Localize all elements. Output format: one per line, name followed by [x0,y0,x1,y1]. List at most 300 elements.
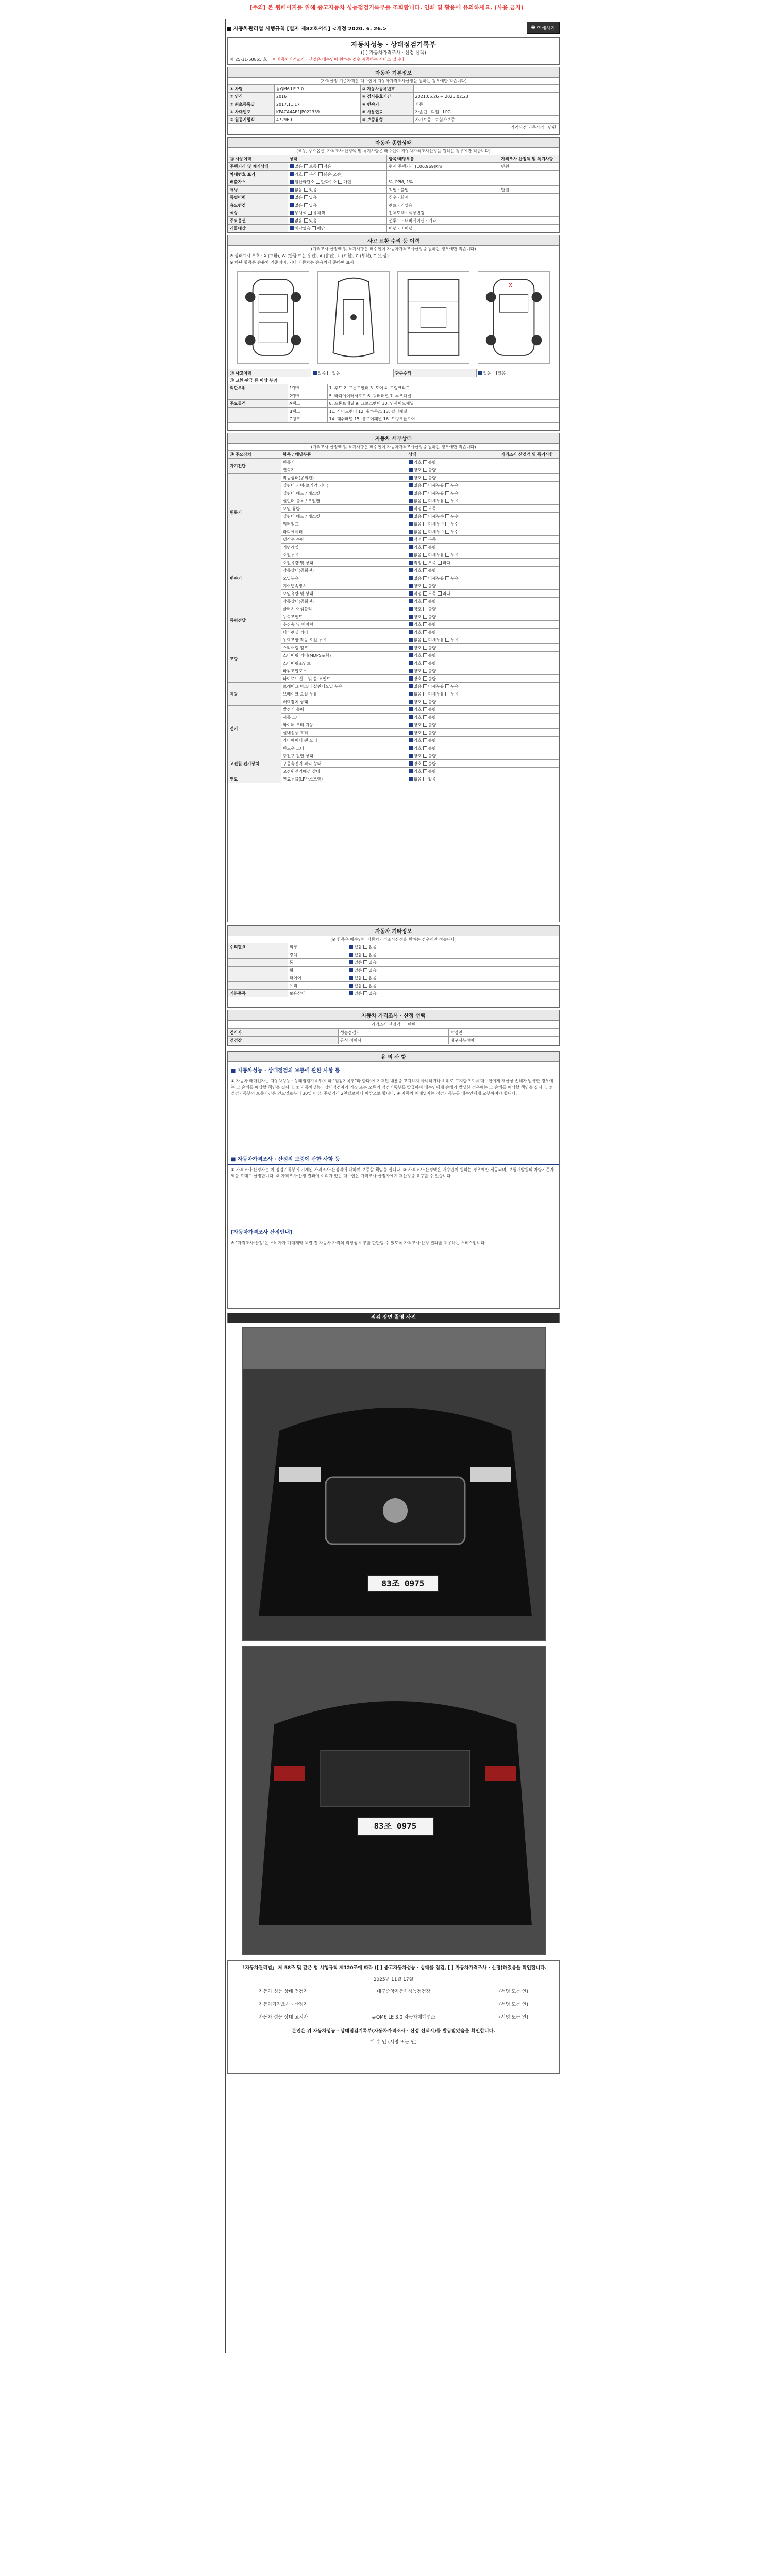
status-checkbox[interactable] [363,968,367,972]
detail-price [499,551,559,559]
status-checkbox[interactable] [445,499,449,503]
status-checkbox[interactable] [423,676,427,681]
general-status: 많음 보통 적음 [288,163,387,171]
price-base-unit: 만원 [548,125,556,130]
status-checkbox[interactable] [409,731,413,735]
detail-status: 적정 부족 과다 [407,590,499,598]
status-checkbox[interactable] [409,707,413,711]
detail-item: 구동축전지 격리 상태 [281,760,407,768]
status-checkbox[interactable] [409,738,413,742]
status-checkbox[interactable] [349,945,353,949]
status-checkbox[interactable] [409,661,413,665]
general-row [228,201,559,209]
doc-header-title: ■ 자동차관리법 시행규칙 [별지 제82호서식] <개정 2020. 6. 26.> [227,26,388,32]
status-checkbox[interactable] [423,646,427,650]
parts-header: ⑬ 교환·판금 등 이상 부위 [230,378,277,383]
general-status: 없음 있음 [288,186,387,194]
sign-date: 2025년 11월 17일 [373,1977,414,1982]
status-checkbox[interactable] [409,522,413,526]
status-checkbox[interactable] [409,599,413,603]
status-checkbox[interactable] [318,164,323,168]
pricing-section [227,1010,560,1046]
status-checkbox[interactable] [423,553,427,557]
basic-label: ⑦ 차대번호 [228,108,275,116]
detail-price [499,497,559,505]
status-checkbox[interactable] [423,707,427,711]
status-checkbox[interactable] [445,491,449,495]
basic-extra [519,93,559,100]
license-plate-front: 83조 0975 [367,1575,439,1592]
status-checkbox[interactable] [409,676,413,681]
status-checkbox[interactable] [423,769,427,773]
status-checkbox[interactable] [409,723,413,727]
status-checkbox[interactable] [290,218,294,223]
status-checkbox[interactable] [409,584,413,588]
general-part: %, PPM, 1% [387,178,499,186]
detail-status-title: 자동차 세부상태 [228,433,559,444]
sign-cell: 자동차가격조사 · 산정자 [259,2002,308,2007]
status-checkbox[interactable] [423,669,427,673]
status-checkbox[interactable] [423,537,427,541]
options-row [228,951,559,959]
status-checkbox[interactable] [409,483,413,487]
detail-group: 변속기 [228,551,281,605]
inspector-cell: 대구서부정비 [449,1037,559,1044]
status-checkbox[interactable] [423,777,427,781]
status-checkbox[interactable] [438,591,442,596]
status-checkbox[interactable] [290,195,294,199]
detail-price [499,598,559,605]
detail-status: 양호 불량 [407,737,499,744]
photo-rear-svg [243,1647,546,1955]
general-status-section [227,137,560,233]
detail-status: 없음 미세누수 누수 [407,513,499,520]
general-price: 만원 [499,186,559,194]
status-checkbox[interactable] [409,700,413,704]
general-status: 없음 있음 [288,194,387,201]
general-status: 해당없음 해당 [288,225,387,232]
status-checkbox[interactable] [423,738,427,742]
detail-item: 원동기 [281,459,407,466]
basic-row [228,116,559,124]
detail-item: 냉각수 수량 [281,536,407,544]
status-checkbox[interactable] [290,211,294,215]
status-checkbox[interactable] [445,483,449,487]
sign-cell: 자동차 성능 상태 점검자 [259,1989,308,1994]
price-base-label: 가격산정 기준가격 [511,125,544,130]
parts-rank: 1랭크 [288,384,327,392]
basic-value: 2016 [274,93,360,100]
detail-status: 양호 불량 [407,459,499,466]
detail-header: 가격조사 산정액 및 특기사항 [499,451,559,459]
status-checkbox[interactable] [290,188,294,192]
general-price [499,217,559,225]
general-status: 일산화탄소 탄화수소 매연 [288,178,387,186]
status-checkbox[interactable] [290,203,294,207]
basic-label: ⑨ 원동기형식 [228,116,275,124]
status-checkbox[interactable] [409,514,413,518]
status-checkbox[interactable] [409,746,413,750]
sign-row [228,1985,559,1997]
status-checkbox[interactable] [423,483,427,487]
general-status-table [228,155,559,232]
status-checkbox[interactable] [290,180,294,184]
detail-price [499,528,559,536]
detail-item: 변속기 [281,466,407,474]
status-checkbox[interactable] [409,537,413,541]
status-checkbox[interactable] [409,553,413,557]
detail-item: 브레이크 마스터 실린더오일 누유 [281,683,407,690]
detail-status: 양호 불량 [407,714,499,721]
detail-item: 라디에이터 팬 모터 [281,737,407,744]
detail-group: 제동 [228,683,281,706]
detail-status: 양호 불량 [407,544,499,551]
status-checkbox[interactable] [423,522,427,526]
detail-group: 조향 [228,636,281,683]
status-checkbox[interactable] [423,576,427,580]
status-checkbox[interactable] [290,172,294,176]
status-checkbox[interactable] [423,514,427,518]
status-checkbox[interactable] [423,476,427,480]
print-button[interactable]: 🖶 인쇄하기 [527,22,560,34]
status-checkbox[interactable] [349,960,353,964]
detail-status: 양호 불량 [407,729,499,737]
inspector-cell: 공식 정비사 [339,1037,449,1044]
options-title: 자동차 기타정보 [228,926,559,936]
detail-item: 추진축 및 베어링 [281,621,407,629]
detail-status: 없음 미세누유 누유 [407,636,499,644]
general-price [499,171,559,178]
general-item: 차대번호 표기 [228,171,288,178]
notice1-title: ■ 자동차성능 · 상태점검의 보증에 관한 사항 등 [228,1064,559,1076]
parts-row [228,408,559,415]
detail-item: 작동상태(공회전) [281,598,407,605]
options-row [228,974,559,982]
basic-value: 가솔린 · 디젤 · LPG [413,108,519,116]
status-checkbox[interactable] [409,545,413,549]
status-checkbox[interactable] [327,371,331,375]
status-checkbox[interactable] [409,684,413,688]
notice3-text: ※ "가격조사·산정"은 소비자가 매매계약 체결 전 자동차 가격의 적정성 여부를 판단할 수 있도록 가격조사·산정 결과를 제공하는 서비스입니다. [231,1241,486,1245]
status-checkbox[interactable] [349,991,353,995]
status-checkbox[interactable] [423,591,427,596]
status-checkbox[interactable] [409,769,413,773]
svg-text:X: X [509,282,513,289]
status-checkbox[interactable] [349,984,353,988]
options-group: 수리필요 [228,943,288,951]
status-checkbox[interactable] [445,576,449,580]
general-header: 상태 [288,155,387,163]
status-checkbox[interactable] [363,945,367,949]
status-checkbox[interactable] [304,218,308,223]
parts-rank: 2랭크 [288,392,327,400]
basic-info-title: 자동차 기본정보 [228,67,559,78]
status-checkbox[interactable] [409,615,413,619]
general-status: 없음 있음 [288,217,387,225]
general-part: 침수 · 화재 [387,194,499,201]
status-checkbox[interactable] [423,491,427,495]
status-checkbox[interactable] [290,226,294,230]
status-checkbox[interactable] [409,568,413,572]
detail-item: 디퍼렌셜 기어 [281,629,407,636]
detail-status: 양호 불량 [407,644,499,652]
sign-cell: (서명 또는 인) [499,2015,528,2020]
status-checkbox[interactable] [316,180,320,184]
basic-label: ④ 검사유효기간 [360,93,413,100]
detail-status: 양호 불량 [407,598,499,605]
status-checkbox[interactable] [338,180,342,184]
detail-status: 양호 불량 [407,613,499,621]
status-checkbox[interactable] [363,991,367,995]
parts-rank: B랭크 [288,408,327,415]
detail-header: ⑭ 주요장치 [228,451,281,459]
status-checkbox[interactable] [423,653,427,657]
status-checkbox[interactable] [423,622,427,626]
status-checkbox[interactable] [445,530,449,534]
status-checkbox[interactable] [478,371,482,375]
status-checkbox[interactable] [409,669,413,673]
status-checkbox[interactable] [409,653,413,657]
detail-row [228,605,559,613]
status-checkbox[interactable] [409,754,413,758]
status-checkbox[interactable] [409,530,413,534]
general-row [228,178,559,186]
basic-label: ② 자동차등록번호 [360,85,413,93]
status-checkbox[interactable] [423,506,427,511]
detail-status: 양호 불량 [407,652,499,659]
status-checkbox[interactable] [409,761,413,766]
detail-price [499,752,559,760]
status-checkbox[interactable] [445,684,449,688]
status-checkbox[interactable] [409,506,413,511]
status-checkbox[interactable] [349,953,353,957]
status-checkbox[interactable] [423,630,427,634]
detail-status: 양호 불량 [407,466,499,474]
status-checkbox[interactable] [409,630,413,634]
accident-legend: ※ 상태표시 부호 : X (교환), W (판금 또는 용접), A (흠집), U (요철), C (부식), T (손상) [230,253,389,258]
status-checkbox[interactable] [423,615,427,619]
status-checkbox[interactable] [423,638,427,642]
status-checkbox[interactable] [313,371,317,375]
status-checkbox[interactable] [409,692,413,696]
general-part: 선루프 · 내비게이션 · 기타 [387,217,499,225]
status-checkbox[interactable] [423,584,427,588]
status-checkbox[interactable] [409,591,413,596]
detail-price [499,683,559,690]
detail-item: 커먼레일 [281,544,407,551]
status-checkbox[interactable] [290,164,294,168]
detail-row [228,683,559,690]
detail-status: 양호 불량 [407,621,499,629]
photo-front-svg [243,1328,546,1641]
basic-extra [519,108,559,116]
detail-price [499,513,559,520]
parts-group: 외판부위 [228,384,288,392]
status-checkbox[interactable] [438,561,442,565]
status-checkbox[interactable] [318,172,323,176]
pricing-title: 자동차 가격조사 · 산정 선택 [228,1010,559,1021]
status-checkbox[interactable] [445,553,449,557]
status-checkbox[interactable] [423,661,427,665]
general-item: 주행거리 및 계기상태 [228,163,288,171]
detail-status: 없음 미세누유 누유 [407,574,499,582]
status-checkbox[interactable] [423,754,427,758]
status-checkbox[interactable] [423,715,427,719]
status-checkbox[interactable] [423,468,427,472]
basic-row [228,93,559,100]
status-checkbox[interactable] [304,195,308,199]
detail-item: 작동상태(공회전) [281,474,407,482]
status-checkbox[interactable] [409,777,413,781]
status-checkbox[interactable] [423,599,427,603]
detail-group: 전기 [228,706,281,752]
status-checkbox[interactable] [423,607,427,611]
options-row [228,959,559,967]
status-checkbox[interactable] [409,460,413,464]
status-checkbox[interactable] [409,715,413,719]
status-checkbox[interactable] [363,960,367,964]
status-checkbox[interactable] [409,561,413,565]
general-row [228,217,559,225]
doc-main-title: 자동차성능 · 상태점검기록부 [351,41,436,49]
detail-item: 윈도우 모터 [281,744,407,752]
options-status: 있음 없음 [347,990,559,997]
sign-header: 「자동차관리법」 제 58조 및 같은 법 시행규칙 제120조에 따라 ([ ] 중고자동차성능 · 상태를 점검, [ ] 자동차가격조사 · 산정)하였음을 확인합니다. [240,1965,547,1971]
parts-list: 8. 프론트패널 9. 크로스멤버 10. 인사이드패널 [327,400,559,408]
status-checkbox[interactable] [409,576,413,580]
doc-title-box [227,37,560,65]
accident-legend2: ※ 하단 항목은 승용차 기준이며, 기타 자동차는 승용차에 준하여 표시 [230,260,354,265]
status-checkbox[interactable] [423,723,427,727]
status-checkbox[interactable] [445,522,449,526]
inspector-row [228,1037,559,1044]
status-checkbox[interactable] [423,731,427,735]
detail-item: 연료누출(LP가스포함) [281,775,407,783]
inspector-cell: 점검장 [228,1037,339,1044]
detail-row [228,706,559,714]
status-checkbox[interactable] [409,638,413,642]
status-checkbox[interactable] [349,976,353,980]
detail-status-sub: (가격조사·산정액 및 특기사항은 매수인이 자동차가격조사산정을 원하는 경우에만 적습니다) [311,445,476,449]
detail-group: 고전원 전기장치 [228,752,281,775]
detail-price [499,690,559,698]
detail-item: 워터펌프 [281,520,407,528]
accident-title: 사고 교환 수리 등 이력 [228,235,559,246]
status-checkbox[interactable] [349,968,353,972]
doc-number: 제 25-11-50855 호 [230,57,267,62]
detail-status: 양호 불량 [407,675,499,683]
status-checkbox[interactable] [409,468,413,472]
status-checkbox[interactable] [445,638,449,642]
status-checkbox[interactable] [312,226,316,230]
photos-title-box: 점검 장면 촬영 사진 [227,1313,560,1323]
options-group [228,974,288,982]
accident-section [227,235,560,431]
status-checkbox[interactable] [363,953,367,957]
detail-status: 양호 불량 [407,474,499,482]
status-checkbox[interactable] [423,561,427,565]
status-checkbox[interactable] [423,684,427,688]
status-checkbox[interactable] [423,545,427,549]
inspector-cell: 성능점검자 [339,1029,449,1037]
detail-group: 원동기 [228,474,281,551]
sign-row [228,2010,559,2023]
accident-history-table [228,369,559,377]
detail-row [228,775,559,783]
detail-item: 클러치 어셈블리 [281,605,407,613]
detail-price [499,544,559,551]
car-diagram-frame [397,271,469,364]
notice-section [227,1051,560,1309]
status-checkbox[interactable] [304,172,308,176]
detail-status-table [228,450,559,783]
detail-price [499,737,559,744]
detail-row [228,459,559,466]
status-checkbox[interactable] [409,499,413,503]
status-checkbox[interactable] [304,188,308,192]
options-item: 외장 [288,943,347,951]
status-checkbox[interactable] [409,491,413,495]
general-item: 배출가스 [228,178,288,186]
notice2-title: ■ 자동차가격조사 · 산정의 보증에 관한 사항 등 [228,1153,559,1165]
detail-price [499,636,559,644]
general-price [499,194,559,201]
status-checkbox[interactable] [423,530,427,534]
status-checkbox[interactable] [363,976,367,980]
status-checkbox[interactable] [308,211,312,215]
status-checkbox[interactable] [304,203,308,207]
status-checkbox[interactable] [423,761,427,766]
options-row [228,990,559,997]
sign-cell: 대구중앙자동차성능점검장 [376,1989,431,1994]
detail-item: 스티어링조인트 [281,659,407,667]
general-item: 특별이력 [228,194,288,201]
parts-group [228,392,288,400]
status-checkbox[interactable] [409,622,413,626]
status-checkbox[interactable] [423,746,427,750]
status-checkbox[interactable] [409,607,413,611]
general-row [228,194,559,201]
printer-icon: 🖶 [531,25,536,30]
detail-item: 파워고압호스 [281,667,407,675]
status-checkbox[interactable] [423,700,427,704]
status-checkbox[interactable] [493,371,497,375]
detail-item: 충전구 절연 상태 [281,752,407,760]
status-checkbox[interactable] [445,692,449,696]
status-checkbox[interactable] [363,984,367,988]
status-checkbox[interactable] [304,164,308,168]
status-checkbox[interactable] [445,514,449,518]
status-checkbox[interactable] [423,499,427,503]
detail-price [499,760,559,768]
general-item: 색상 [228,209,288,217]
sign-cell: 뉴QM6 LE 3.0 자동차매매업소 [372,2015,436,2020]
detail-price [499,520,559,528]
status-checkbox[interactable] [423,568,427,572]
status-checkbox[interactable] [409,646,413,650]
detail-item: 작동상태(공회전) [281,567,407,574]
status-checkbox[interactable] [423,692,427,696]
options-item: 보유상태 [288,990,347,997]
doc-sub-title: ([ ] 자동차가격조사 · 산정 선택) [361,50,426,56]
status-checkbox[interactable] [409,476,413,480]
detail-price [499,729,559,737]
basic-info-section [227,67,560,135]
general-header: ⑪ 사용이력 [228,155,288,163]
status-checkbox[interactable] [423,460,427,464]
detail-price [499,706,559,714]
general-part: 적법 · 불법 [387,186,499,194]
